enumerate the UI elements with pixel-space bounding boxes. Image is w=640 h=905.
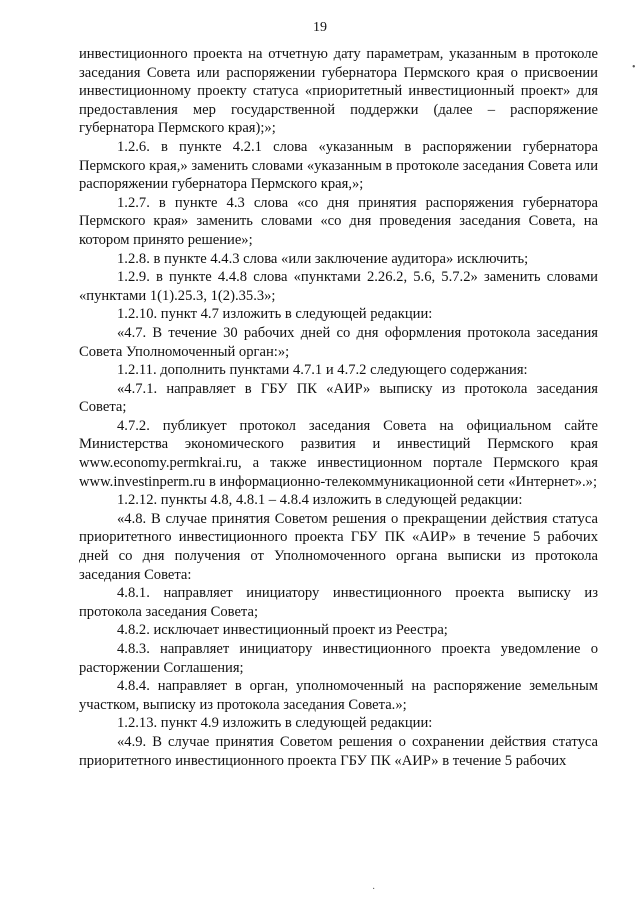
- paragraph: 4.8.3. направляет инициатору инвестиционного проекта уведомление о расторжении Соглашения;: [79, 641, 598, 676]
- scan-mark: •: [632, 62, 636, 73]
- paragraph: 1.2.13. пункт 4.9 изложить в следующей редакции:: [117, 715, 433, 732]
- paragraph: 1.2.11. дополнить пунктами 4.7.1 и 4.7.2 следующего содержания:: [117, 362, 528, 379]
- paragraph: «4.7.1. направляет в ГБУ ПК «АИР» выписку из протокола заседания Совета;: [79, 380, 598, 416]
- scan-mark: ·: [372, 884, 376, 895]
- document-body: [79, 45, 598, 770]
- paragraph: 4.7.2. публикует протокол заседания Совета на официальном сайте Министерства экономического развития и инвестиций Пермского края www.economy.permkrai.ru, а также инвестиционном портале Пермского края www.investinperm.ru в информационно-телекоммуникационной сети «Интернет».»;: [79, 417, 598, 490]
- paragraph: 4.8.2. исключает инвестиционный проект из Реестра;: [117, 622, 448, 639]
- paragraph: «4.8. В случае принятия Советом решения о прекращении действия статуса приоритетного инвестиционного проекта ГБУ ПК «АИР» в течение 5 рабочих дней со дня получения от Уполномоченного органа выписки из протокола заседания Совета:: [79, 510, 598, 583]
- paragraph: 1.2.6. в пункте 4.2.1 слова «указанным в распоряжении губернатора Пермского края,» заменить словами «указанным в протоколе заседания Совета или распоряжении губернатора Пермского края,»;: [79, 138, 598, 193]
- paragraph: 1.2.9. в пункте 4.4.8 слова «пунктами 2.26.2, 5.6, 5.7.2» заменить словами «пунктами 1(1).25.3, 1(2).35.3»;: [79, 269, 598, 304]
- paragraph: 1.2.8. в пункте 4.4.3 слова «или заключение аудитора» исключить;: [117, 250, 529, 267]
- paragraph: «4.7. В течение 30 рабочих дней со дня оформления протокола заседания Совета Уполномоченный орган:»;: [79, 324, 598, 360]
- paragraph: «4.9. В случае принятия Советом решения о сохранении действия статуса приоритетного инвестиционного проекта ГБУ ПК «АИР» в течение 5 рабочих: [79, 733, 598, 769]
- paragraph: 1.2.10. пункт 4.7 изложить в следующей редакции:: [117, 306, 433, 323]
- paragraph: 1.2.12. пункты 4.8, 4.8.1 – 4.8.4 изложить в следующей редакции:: [117, 492, 523, 509]
- paragraph: 4.8.1. направляет инициатору инвестиционного проекта выписку из протокола заседания Совета;: [79, 585, 598, 620]
- paragraph: 1.2.7. в пункте 4.3 слова «со дня принятия распоряжения губернатора Пермского края» заменить словами «со дня проведения заседания Совета, на котором принято решение»;: [79, 194, 598, 248]
- paragraph: 4.8.4. направляет в орган, уполномоченный на распоряжение земельным участком, выписку из протокола заседания Совета.»;: [79, 678, 598, 713]
- paragraph: инвестиционного проекта на отчетную дату параметрам, указанным в протоколе заседания Совета или распоряжении губернатора Пермского края о присвоении инвестиционному проекту статуса «приоритетный инвестиционный проект» для предоставления мер государственной поддержки (далее – распоряжение губернатора Пермского края);»;: [79, 46, 598, 137]
- page-number: 19: [313, 20, 327, 35]
